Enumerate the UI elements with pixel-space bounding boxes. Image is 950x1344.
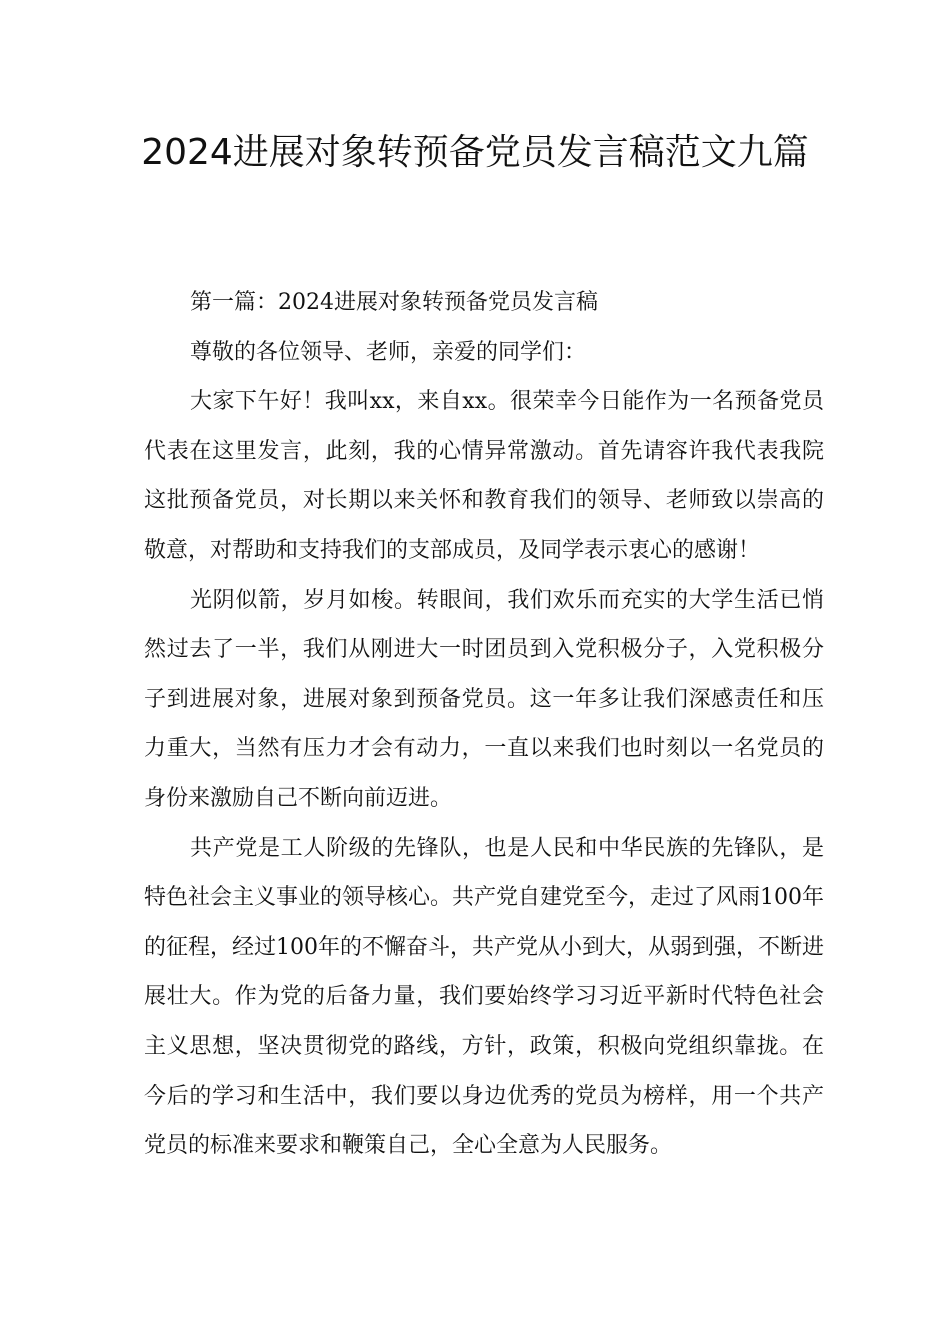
paragraph-party-commitment: 共产党是工人阶级的先锋队，也是人民和中华民族的先锋队，是特色社会主义事业的领导核心。共产党自建党至今，走过了风雨100年的征程，经过100年的不懈奋斗，共产党从小到大，从弱到强，不断进展壮大。作为党的后备力量，我们要始终学习习近平新时代特色社会主义思想，坚决贯彻党的路线，方针，政策，积极向党组织靠拢。在今后的学习和生活中，我们要以身边优秀的党员为榜样，用一个共产党员的标准来要求和鞭策自己，全心全意为人民服务。 [144, 835, 824, 1159]
document-body [144, 278, 824, 1171]
paragraph-section-heading: 第一篇：2024进展对象转预备党员发言稿 [190, 290, 598, 315]
document-title: 2024进展对象转预备党员发言稿范文九篇 [141, 132, 809, 173]
paragraph-reflection: 光阴似箭，岁月如梭。转眼间，我们欢乐而充实的大学生活已悄然过去了一半，我们从刚进大一时团员到入党积极分子，入党积极分子到进展对象，进展对象到预备党员。这一年多让我们深感责任和压力重大，当然有压力才会有动力，一直以来我们也时刻以一名党员的身份来激励自己不断向前迈进。 [144, 587, 824, 811]
paragraph-introduction: 大家下午好！我叫xx，来自xx。很荣幸今日能作为一名预备党员代表在这里发言，此刻，我的心情异常激动。首先请容许我代表我院这批预备党员，对长期以来关怀和教育我们的领导、老师致以崇高的敬意，对帮助和支持我们的支部成员，及同学表示衷心的感谢！ [144, 389, 824, 563]
paragraph-salutation: 尊敬的各位领导、老师，亲爱的同学们： [190, 339, 587, 365]
